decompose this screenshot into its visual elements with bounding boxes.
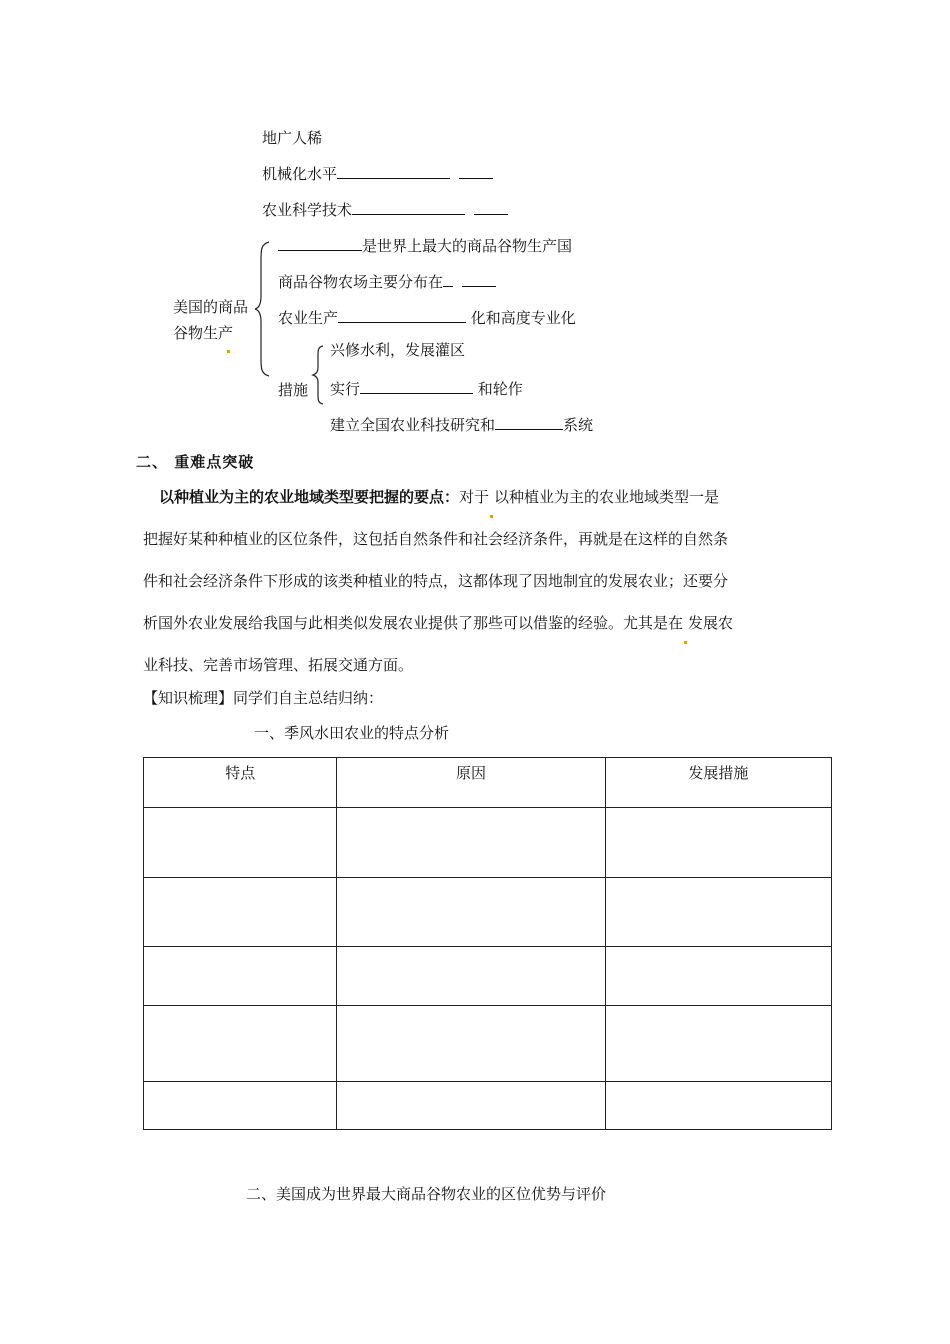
table-cell[interactable]: [144, 1006, 337, 1082]
table-cell[interactable]: [144, 1082, 337, 1130]
table-cell[interactable]: [605, 878, 831, 947]
table-row: [144, 947, 832, 1006]
table-header-row: [144, 758, 832, 808]
production-text: 农业生产: [278, 309, 339, 327]
outline-item-production: [278, 308, 576, 328]
table-cell[interactable]: [605, 1082, 831, 1130]
table-cell[interactable]: [144, 947, 337, 1006]
paragraph-line-1: [143, 476, 803, 518]
section-heading-key-points: 二、 重难点突破: [136, 453, 255, 471]
paragraph-line-2: 把握好某种种植业的区位条件，这包括自然条件和社会经济条件，再就是在这样的自然条: [143, 530, 729, 548]
inner-brace-icon: [311, 344, 325, 406]
paragraph-line-4b: 发展农: [688, 614, 734, 632]
blank-distribution-2[interactable]: [462, 273, 496, 287]
largest-producer-text: 是世界上最大的商品谷物生产国: [362, 237, 573, 255]
table-cell[interactable]: [605, 808, 831, 878]
blank-research[interactable]: [495, 416, 563, 430]
header-cell-reasons: 原因: [337, 758, 605, 808]
distribution-text: 商品谷物农场主要分布在: [278, 273, 444, 291]
table-cell[interactable]: [337, 1006, 605, 1082]
blank-largest-producer[interactable]: [278, 237, 362, 251]
outline-item-distribution: [278, 272, 496, 292]
paragraph-lead-b: 以种植业为主的农业地域类型一是: [494, 488, 720, 506]
table-cell[interactable]: [337, 808, 605, 878]
table-row: [144, 1082, 832, 1130]
measure-irrigation: 兴修水利，发展灌区: [330, 341, 466, 359]
blank-distribution[interactable]: [443, 273, 453, 287]
research-suffix: 系统: [563, 416, 594, 434]
analysis-table: [143, 757, 832, 1130]
paragraph-lead-a: 对于: [459, 488, 490, 506]
header-cell-features: 特点: [144, 758, 337, 808]
table-title: 一、季风水田农业的特点分析: [254, 724, 450, 742]
table-cell[interactable]: [605, 947, 831, 1006]
table-row: [144, 1006, 832, 1082]
measure-rotation: [330, 379, 523, 399]
table-cell[interactable]: [605, 1006, 831, 1082]
outer-brace-icon: [253, 240, 273, 378]
table-cell[interactable]: [144, 808, 337, 878]
outline-line-land: 地广人稀: [262, 129, 323, 147]
blank-science[interactable]: [352, 201, 465, 215]
paragraph-line-4: [143, 602, 803, 644]
paragraph-line-3: 件和社会经济条件下形成的该类种植业的特点，这都体现了因地制宜的发展农业；还要分: [143, 572, 729, 590]
table-row: [144, 808, 832, 878]
science-label: 农业科学技术: [262, 201, 353, 219]
key-points-paragraph: [143, 476, 803, 686]
table-cell[interactable]: [144, 878, 337, 947]
blank-rotation[interactable]: [360, 380, 473, 394]
research-prefix: 建立全国农业科技研究和: [330, 416, 496, 434]
outline-line-mechanization: [262, 164, 493, 184]
marker-dot: [684, 641, 687, 644]
knowledge-summary-label: 【知识梳理】同学们自主总结归纳：: [143, 689, 384, 707]
section-two-title: 二、美国成为世界最大商品谷物农业的区位优势与评价: [246, 1185, 607, 1203]
outline-line-science: [262, 200, 508, 220]
rotation-prefix: 实行: [330, 380, 361, 398]
measure-research-system: [330, 415, 593, 435]
measures-label: 措施: [278, 381, 309, 399]
group-label-line2: 谷物生产: [173, 324, 234, 342]
blank-mechanization-2[interactable]: [459, 165, 493, 179]
marker-dot: [227, 350, 230, 353]
blank-science-2[interactable]: [474, 201, 508, 215]
table-row: [144, 878, 832, 947]
group-label-line1: 美国的商品: [173, 298, 249, 316]
production-suffix: 化和高度专业化: [470, 309, 576, 327]
blank-production[interactable]: [338, 309, 466, 323]
table-cell[interactable]: [337, 878, 605, 947]
outline-item-largest-producer: [278, 236, 572, 256]
table-cell[interactable]: [337, 947, 605, 1006]
paragraph-line-4a: 析国外农业发展给我国与此相类似发展农业提供了那些可以借鉴的经验。尤其是在: [143, 614, 684, 632]
paragraph-lead-bold: 以种植业为主的农业地域类型要把握的要点：: [159, 488, 460, 506]
table-cell[interactable]: [337, 1082, 605, 1130]
paragraph-line-5: 业科技、完善市场管理、拓展交通方面。: [143, 656, 414, 674]
header-cell-measures: 发展措施: [605, 758, 831, 808]
rotation-suffix: 和轮作: [477, 380, 523, 398]
mechanization-label: 机械化水平: [262, 165, 338, 183]
blank-mechanization[interactable]: [337, 165, 450, 179]
